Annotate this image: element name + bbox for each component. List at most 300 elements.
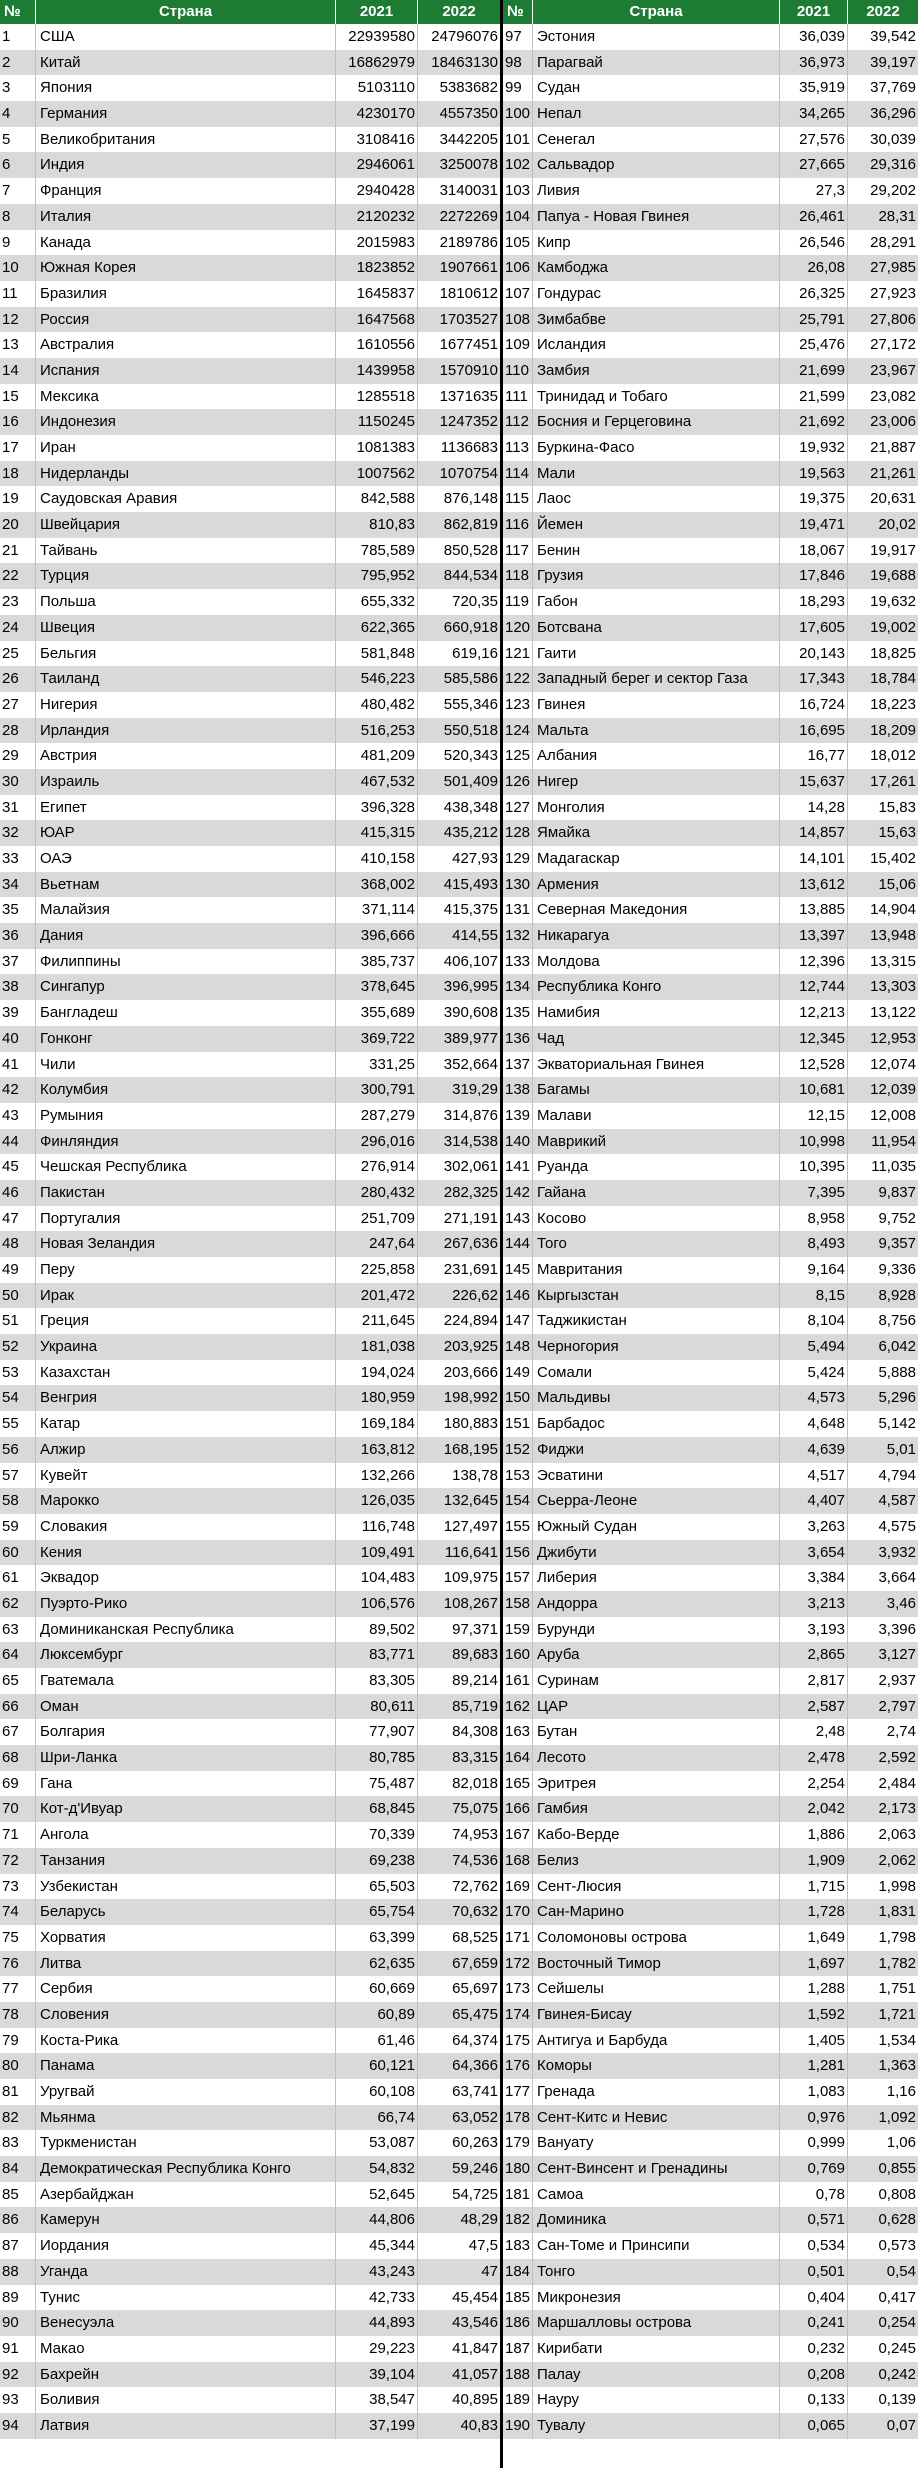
country-name: Бахрейн (36, 2362, 336, 2388)
value-2022: 2272269 (439, 207, 498, 225)
country-name: Ангола (36, 1822, 336, 1848)
table-row (503, 2387, 918, 2413)
country-name: Тринидад и Тобаго (533, 384, 780, 410)
table-row (0, 718, 503, 744)
country-name: Люксембург (36, 1642, 336, 1668)
value-2021: 581,848 (336, 641, 418, 667)
row-number: 97 (503, 24, 533, 50)
value-2021: 795,952 (336, 563, 418, 589)
table-row (0, 820, 503, 846)
country-name: Египет (36, 795, 336, 821)
value-2022: 0,417 (878, 2288, 916, 2306)
value-2021: 2,865 (780, 1642, 848, 1668)
value-2022: 127,497 (443, 1517, 498, 1535)
table-row (0, 692, 503, 718)
table-row (0, 1231, 503, 1257)
row-number: 114 (503, 461, 533, 487)
table-row (503, 1000, 918, 1026)
value-2021: 3108416 (336, 127, 418, 153)
table-row (0, 1976, 503, 2002)
table-row (503, 615, 918, 641)
row-number: 133 (503, 949, 533, 975)
country-name: Мексика (36, 384, 336, 410)
value-2022: 47 (481, 2262, 498, 2280)
country-name: Иран (36, 435, 336, 461)
value-2021: 29,223 (336, 2336, 418, 2362)
value-2021: 19,563 (780, 461, 848, 487)
row-number: 65 (0, 1668, 36, 1694)
value-2022: 60,263 (452, 2134, 498, 2152)
country-name: Австралия (36, 332, 336, 358)
table-row (0, 2053, 503, 2079)
value-2022: 2,937 (878, 1672, 916, 1689)
row-number: 50 (0, 1283, 36, 1309)
country-name: Мьянма (36, 2105, 336, 2131)
value-2021: 106,576 (336, 1591, 418, 1617)
value-2021: 3,263 (780, 1514, 848, 1540)
table-row (503, 2336, 918, 2362)
left-table-body (0, 24, 503, 2439)
value-2022: 11,954 (871, 1132, 916, 1150)
row-number: 59 (0, 1514, 36, 1540)
table-row (503, 204, 918, 230)
country-name: Великобритания (36, 127, 336, 153)
value-2022: 21,261 (870, 464, 916, 482)
country-name: Парагвай (533, 50, 780, 76)
country-name: Оман (36, 1694, 336, 1720)
country-name: Демократическая Республика Конго (36, 2156, 336, 2182)
value-2021: 1647568 (336, 307, 418, 333)
row-number: 46 (0, 1180, 36, 1206)
value-2021: 0,241 (780, 2310, 848, 2336)
value-2022: 12,039 (870, 1081, 916, 1099)
table-row (503, 2105, 918, 2131)
country-name: Нигер (533, 769, 780, 795)
value-2022: 314,538 (443, 1132, 498, 1150)
country-name: Гамбия (533, 1796, 780, 1822)
country-name: Гайана (533, 1180, 780, 1206)
value-2022: 13,303 (870, 978, 916, 996)
table-row (0, 1206, 503, 1232)
country-name: Нигерия (36, 692, 336, 718)
table-row (503, 743, 918, 769)
value-2022: 5383682 (439, 79, 498, 97)
row-number: 88 (0, 2259, 36, 2285)
row-number: 147 (503, 1308, 533, 1334)
country-name: Сальвадор (533, 152, 780, 178)
table-row (503, 1411, 918, 1437)
table-row (0, 2207, 503, 2233)
row-number: 158 (503, 1591, 533, 1617)
value-2021: 331,25 (336, 1052, 418, 1078)
table-row (503, 1463, 918, 1489)
value-2022: 6,042 (878, 1338, 916, 1356)
value-2021: 36,039 (780, 24, 848, 50)
table-row (0, 2079, 503, 2105)
row-number: 68 (0, 1745, 36, 1771)
value-2021: 80,785 (336, 1745, 418, 1771)
table-row (503, 1694, 918, 1720)
table-row (503, 923, 918, 949)
country-name: Индонезия (36, 409, 336, 435)
value-2021: 52,645 (336, 2182, 418, 2208)
value-2022: 0,07 (886, 2416, 916, 2434)
table-row (0, 2259, 503, 2285)
value-2021: 1,405 (780, 2028, 848, 2054)
value-2021: 0,78 (780, 2182, 848, 2208)
value-2022: 18,223 (870, 695, 916, 713)
row-number: 73 (0, 1874, 36, 1900)
row-number: 45 (0, 1154, 36, 1180)
row-number: 84 (0, 2156, 36, 2182)
value-2021: 1823852 (336, 255, 418, 281)
value-2022: 43,546 (452, 2314, 498, 2332)
country-name: Сент-Китс и Невис (533, 2105, 780, 2131)
value-2021: 1,728 (780, 1899, 848, 1925)
table-row (0, 75, 503, 101)
country-name: Никарагуа (533, 923, 780, 949)
value-2022: 37,769 (870, 79, 916, 97)
table-row (503, 2413, 918, 2439)
row-number: 47 (0, 1206, 36, 1232)
country-name: Андорра (533, 1591, 780, 1617)
row-number: 56 (0, 1437, 36, 1463)
row-number: 129 (503, 846, 533, 872)
table-row (503, 2233, 918, 2259)
value-2022: 65,697 (452, 1980, 498, 1998)
table-row (503, 332, 918, 358)
country-name: Венесуэла (36, 2310, 336, 2336)
table-row (0, 2336, 503, 2362)
table-row (0, 435, 503, 461)
value-2021: 163,812 (336, 1437, 418, 1463)
row-number: 10 (0, 255, 36, 281)
row-number: 7 (0, 178, 36, 204)
country-name: Палау (533, 2362, 780, 2388)
row-number: 11 (0, 281, 36, 307)
right-table (503, 0, 918, 2439)
row-number: 33 (0, 846, 36, 872)
row-number: 20 (0, 512, 36, 538)
value-2022: 75,075 (452, 1800, 498, 1818)
table-row (503, 1077, 918, 1103)
value-2021: 17,605 (780, 615, 848, 641)
value-2021: 19,471 (780, 512, 848, 538)
row-number: 32 (0, 820, 36, 846)
row-number: 77 (0, 1976, 36, 2002)
value-2022: 302,061 (443, 1158, 498, 1176)
value-2021: 1,909 (780, 1848, 848, 1874)
value-2021: 0,976 (780, 2105, 848, 2131)
value-2021: 16,695 (780, 718, 848, 744)
value-2022: 9,837 (878, 1183, 916, 1201)
value-2022: 27,923 (870, 284, 916, 302)
table-row (0, 2233, 503, 2259)
row-number: 160 (503, 1642, 533, 1668)
value-2022: 876,148 (443, 490, 498, 508)
country-name: Южная Корея (36, 255, 336, 281)
country-name: Макао (36, 2336, 336, 2362)
value-2022: 28,31 (878, 207, 916, 225)
country-name: Тонго (533, 2259, 780, 2285)
value-2021: 22939580 (336, 24, 418, 50)
row-number: 169 (503, 1874, 533, 1900)
table-row (0, 1796, 503, 1822)
value-2022: 30,039 (870, 130, 916, 148)
row-number: 43 (0, 1103, 36, 1129)
table-row (0, 1257, 503, 1283)
value-2021: 4,639 (780, 1437, 848, 1463)
value-2021: 371,114 (336, 897, 418, 923)
table-row (0, 743, 503, 769)
value-2021: 0,501 (780, 2259, 848, 2285)
value-2022: 41,057 (452, 2365, 498, 2383)
country-name: Португалия (36, 1206, 336, 1232)
row-number: 41 (0, 1052, 36, 1078)
value-2021: 4,573 (780, 1385, 848, 1411)
table-row (503, 307, 918, 333)
country-name: Сейшелы (533, 1976, 780, 2002)
country-name: Кот-д'Ивуар (36, 1796, 336, 1822)
value-2021: 4,648 (780, 1411, 848, 1437)
country-name: Кирибати (533, 2336, 780, 2362)
country-name: Сенегал (533, 127, 780, 153)
country-name: Лесото (533, 1745, 780, 1771)
table-row (0, 409, 503, 435)
value-2022: 59,246 (452, 2160, 498, 2178)
value-2021: 70,339 (336, 1822, 418, 1848)
value-2021: 38,547 (336, 2387, 418, 2413)
row-number: 101 (503, 127, 533, 153)
table-row (0, 1334, 503, 1360)
country-name: Доминика (533, 2207, 780, 2233)
value-2021: 169,184 (336, 1411, 418, 1437)
row-number: 12 (0, 307, 36, 333)
value-2021: 132,266 (336, 1463, 418, 1489)
table-row (0, 666, 503, 692)
table-row (503, 1565, 918, 1591)
table-row (503, 2079, 918, 2105)
row-number: 30 (0, 769, 36, 795)
country-name: Гондурас (533, 281, 780, 307)
value-2021: 480,482 (336, 692, 418, 718)
table-row (0, 178, 503, 204)
value-2022: 12,008 (870, 1106, 916, 1124)
value-2022: 15,63 (878, 824, 916, 842)
table-row (503, 1231, 918, 1257)
table-row (0, 897, 503, 923)
table-row (0, 1617, 503, 1643)
value-2021: 785,589 (336, 538, 418, 564)
table-row (0, 1052, 503, 1078)
value-2021: 7,395 (780, 1180, 848, 1206)
table-row (0, 538, 503, 564)
value-2022: 29,202 (870, 182, 916, 200)
row-number: 107 (503, 281, 533, 307)
row-number: 4 (0, 101, 36, 127)
value-2022: 389,977 (443, 1029, 498, 1047)
table-row (0, 769, 503, 795)
value-2021: 5,494 (780, 1334, 848, 1360)
value-2022: 520,343 (443, 747, 498, 765)
table-row (0, 1077, 503, 1103)
value-2022: 1,751 (878, 1980, 916, 1998)
row-number: 26 (0, 666, 36, 692)
value-2021: 34,265 (780, 101, 848, 127)
table-row (0, 152, 503, 178)
value-2021: 21,692 (780, 409, 848, 435)
country-name: Катар (36, 1411, 336, 1437)
value-2021: 16,724 (780, 692, 848, 718)
country-name: Экваториальная Гвинея (533, 1052, 780, 1078)
header-2021: 2021 (336, 0, 418, 24)
value-2022: 0,808 (878, 2185, 916, 2203)
table-row (503, 1617, 918, 1643)
table-row (0, 2156, 503, 2182)
value-2021: 26,461 (780, 204, 848, 230)
value-2022: 406,107 (443, 952, 498, 970)
value-2021: 20,143 (780, 641, 848, 667)
country-name: Непал (533, 101, 780, 127)
table-row (0, 1411, 503, 1437)
value-2022: 97,371 (452, 1620, 498, 1638)
value-2021: 65,503 (336, 1874, 418, 1900)
value-2022: 63,741 (452, 2083, 498, 2100)
table-row (0, 1899, 503, 1925)
row-number: 28 (0, 718, 36, 744)
table-row (503, 2285, 918, 2311)
table-row (0, 101, 503, 127)
table-row (0, 1488, 503, 1514)
row-number: 136 (503, 1026, 533, 1052)
row-number: 80 (0, 2053, 36, 2079)
row-number: 145 (503, 1257, 533, 1283)
value-2022: 74,536 (452, 1851, 498, 1869)
table-row (503, 1540, 918, 1566)
value-2022: 1907661 (439, 259, 498, 277)
country-name: Того (533, 1231, 780, 1257)
value-2021: 13,612 (780, 872, 848, 898)
value-2021: 842,588 (336, 486, 418, 512)
row-number: 52 (0, 1334, 36, 1360)
row-number: 14 (0, 358, 36, 384)
country-name: Тайвань (36, 538, 336, 564)
country-name: Филиппины (36, 949, 336, 975)
table-row (0, 1463, 503, 1489)
row-number: 172 (503, 1951, 533, 1977)
row-number: 16 (0, 409, 36, 435)
row-number: 150 (503, 1385, 533, 1411)
row-number: 184 (503, 2259, 533, 2285)
value-2021: 36,973 (780, 50, 848, 76)
row-number: 130 (503, 872, 533, 898)
country-name: Япония (36, 75, 336, 101)
value-2022: 3,396 (878, 1620, 916, 1638)
country-name: Гаити (533, 641, 780, 667)
country-name: Барбадос (533, 1411, 780, 1437)
value-2021: 368,002 (336, 872, 418, 898)
value-2021: 12,345 (780, 1026, 848, 1052)
value-2021: 0,769 (780, 2156, 848, 2182)
table-row (503, 152, 918, 178)
table-row (503, 718, 918, 744)
row-number: 128 (503, 820, 533, 846)
value-2022: 1371635 (439, 387, 498, 405)
value-2021: 355,689 (336, 1000, 418, 1026)
value-2021: 4,517 (780, 1463, 848, 1489)
value-2021: 53,087 (336, 2130, 418, 2156)
table-row (0, 2387, 503, 2413)
table-row (0, 1591, 503, 1617)
country-name: Мали (533, 461, 780, 487)
row-number: 181 (503, 2182, 533, 2208)
table-row (503, 1385, 918, 1411)
country-name: Монголия (533, 795, 780, 821)
value-2021: 10,681 (780, 1077, 848, 1103)
value-2022: 0,628 (878, 2211, 916, 2229)
value-2022: 15,402 (870, 850, 916, 867)
row-number: 171 (503, 1925, 533, 1951)
country-name: Германия (36, 101, 336, 127)
table-row (503, 1488, 918, 1514)
row-number: 143 (503, 1206, 533, 1232)
table-row (0, 846, 503, 872)
country-name: Узбекистан (36, 1874, 336, 1900)
value-2021: 27,3 (780, 178, 848, 204)
value-2021: 0,208 (780, 2362, 848, 2388)
value-2021: 12,396 (780, 949, 848, 975)
value-2021: 61,46 (336, 2028, 418, 2054)
value-2021: 60,121 (336, 2053, 418, 2079)
row-number: 183 (503, 2233, 533, 2259)
country-name: Лаос (533, 486, 780, 512)
value-2022: 2,484 (878, 1774, 916, 1792)
country-name: Индия (36, 152, 336, 178)
value-2022: 40,83 (460, 2416, 498, 2434)
country-name: Гватемала (36, 1668, 336, 1694)
value-2021: 68,845 (336, 1796, 418, 1822)
value-2021: 12,15 (780, 1103, 848, 1129)
value-2021: 4230170 (336, 101, 418, 127)
value-2022: 352,664 (443, 1055, 498, 1073)
value-2022: 15,83 (878, 798, 916, 816)
table-row (503, 538, 918, 564)
table-row (503, 563, 918, 589)
row-number: 104 (503, 204, 533, 230)
row-number: 36 (0, 923, 36, 949)
country-name: Ямайка (533, 820, 780, 846)
value-2022: 54,725 (452, 2185, 498, 2203)
table-row (0, 2130, 503, 2156)
value-2022: 282,325 (443, 1183, 498, 1201)
value-2021: 26,546 (780, 230, 848, 256)
value-2022: 1810612 (439, 284, 498, 302)
value-2022: 19,002 (870, 618, 916, 636)
table-row (0, 2362, 503, 2388)
value-2022: 67,659 (452, 1954, 498, 1972)
value-2022: 18,012 (870, 747, 916, 765)
value-2022: 29,316 (870, 156, 916, 174)
country-name: Судан (533, 75, 780, 101)
table-row (503, 178, 918, 204)
country-name: Сент-Люсия (533, 1874, 780, 1900)
value-2022: 1,06 (886, 2134, 916, 2152)
value-2021: 25,476 (780, 332, 848, 358)
row-number: 127 (503, 795, 533, 821)
value-2022: 319,29 (452, 1081, 498, 1099)
row-number: 163 (503, 1719, 533, 1745)
country-name: Перу (36, 1257, 336, 1283)
